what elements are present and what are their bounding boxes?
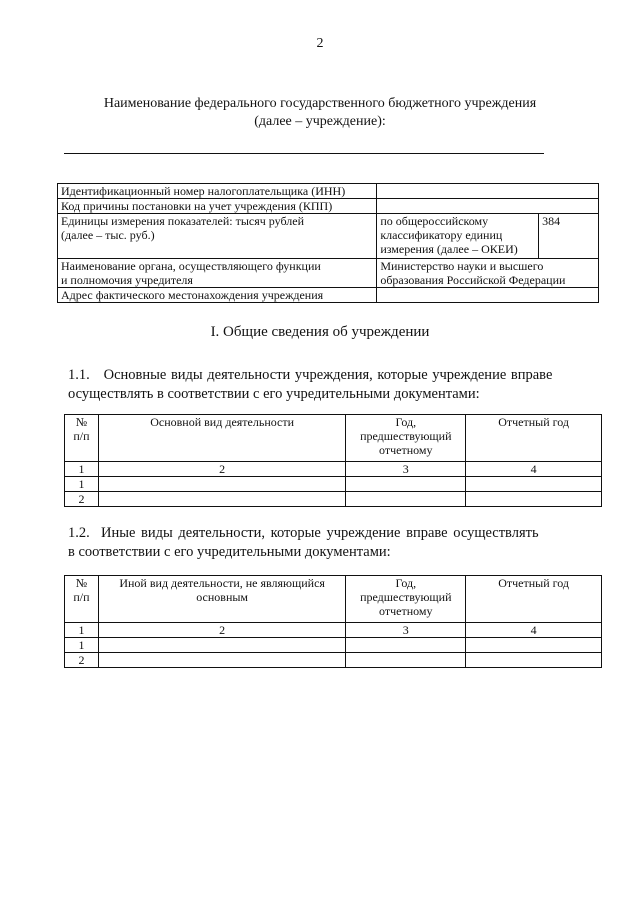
inn-value	[377, 184, 599, 199]
organ-value-line-1: Министерство науки и высшего	[380, 259, 544, 273]
table-cell	[466, 477, 602, 492]
column-number-cell: 1	[65, 462, 99, 477]
table-header-row	[65, 576, 602, 623]
table-cell	[466, 492, 602, 507]
table-cell	[466, 638, 602, 653]
kpp-row	[58, 199, 599, 214]
column-number-cell: 2	[98, 462, 345, 477]
inn-row	[58, 184, 599, 199]
col-activity-header-line-1: Иной вид деятельности, не являющийся	[119, 576, 325, 590]
okei-label	[377, 214, 539, 259]
address-value	[377, 288, 599, 303]
col-number-header-line-1: №	[75, 415, 88, 429]
row-number-cell: 2	[65, 653, 99, 668]
col-prev-year-header-line-3: отчетному	[379, 604, 433, 618]
column-numbers-row	[65, 623, 602, 638]
table-cell	[98, 638, 345, 653]
kpp-value	[377, 199, 599, 214]
section-title: I. Общие сведения об учреждении	[210, 324, 430, 340]
address-row	[58, 288, 599, 303]
paragraph-1-2	[68, 524, 580, 562]
inn-label: Идентификационный номер налогоплательщика (ИНН)	[58, 184, 377, 199]
col-prev-year-header	[346, 415, 466, 462]
title-line-2: (далее – учреждение):	[254, 114, 386, 129]
column-number-cell: 4	[466, 623, 602, 638]
units-label-line-1: Единицы измерения показателей: тысяч рублей	[61, 214, 304, 228]
col-number-header-line-1: №	[75, 576, 88, 590]
organ-label-line-1: Наименование органа, осуществляющего функции	[61, 259, 321, 273]
paragraph-1-1-line-2: осуществлять в соответствии с его учредительными документами:	[68, 386, 480, 402]
table-row	[65, 477, 602, 492]
col-number-header	[65, 576, 99, 623]
units-row	[58, 214, 599, 259]
table-cell	[466, 653, 602, 668]
address-label: Адрес фактического местонахождения учреждения	[58, 288, 377, 303]
column-number-cell: 1	[65, 623, 99, 638]
table-cell	[98, 492, 345, 507]
row-number-cell: 2	[65, 492, 99, 507]
table-cell	[346, 653, 466, 668]
okei-code: 384	[539, 214, 599, 259]
table-row	[65, 492, 602, 507]
table-cell	[98, 477, 345, 492]
table-cell	[98, 653, 345, 668]
col-prev-year-header-line-2: предшествующий	[360, 590, 452, 604]
table-cell	[346, 492, 466, 507]
column-number-cell: 3	[346, 623, 466, 638]
paragraph-1-1	[68, 366, 580, 404]
table-row	[65, 653, 602, 668]
col-prev-year-header-line-3: отчетному	[379, 443, 433, 457]
title-line-1: Наименование федерального государственного бюджетного учреждения	[103, 96, 537, 111]
column-number-cell: 4	[466, 462, 602, 477]
column-numbers-row	[65, 462, 602, 477]
col-report-year-header: Отчетный год	[466, 576, 602, 623]
okei-label-line-1: по общероссийскому	[380, 214, 489, 228]
table-cell	[346, 638, 466, 653]
col-number-header	[65, 415, 99, 462]
col-prev-year-header	[346, 576, 466, 623]
other-activities-table	[64, 575, 602, 668]
col-prev-year-header-line-1: Год,	[395, 415, 417, 429]
okei-label-line-3: измерения (далее – ОКЕИ)	[380, 242, 518, 256]
table-row	[65, 638, 602, 653]
units-label-line-2: (далее – тыс. руб.)	[61, 228, 155, 242]
organ-value	[377, 259, 599, 288]
paragraph-1-2-line-1: 1.2. Иные виды деятельности, которые учреждение вправе осуществлять	[68, 525, 539, 541]
organ-row	[58, 259, 599, 288]
kpp-label: Код причины постановки на учет учреждения (КПП)	[58, 199, 377, 214]
organ-value-line-2: образования Российской Федерации	[380, 273, 566, 287]
okei-label-line-2: классификатору единиц	[380, 228, 503, 242]
paragraph-1-2-line-2: в соответствии с его учредительными документами:	[68, 544, 391, 560]
col-activity-header	[98, 576, 345, 623]
organ-label	[58, 259, 377, 288]
units-label	[58, 214, 377, 259]
col-activity-header: Основной вид деятельности	[98, 415, 345, 462]
document-title	[60, 95, 580, 131]
row-number-cell: 1	[65, 477, 99, 492]
main-activities-table	[64, 414, 602, 507]
table-header-row	[65, 415, 602, 462]
col-number-header-line-2: п/п	[73, 429, 90, 443]
column-number-cell: 3	[346, 462, 466, 477]
column-number-cell: 2	[98, 623, 345, 638]
page-number: 2	[316, 36, 324, 51]
col-prev-year-header-line-2: предшествующий	[360, 429, 452, 443]
institution-info-table	[57, 183, 599, 303]
institution-name-blank-line	[64, 153, 544, 154]
col-prev-year-header-line-1: Год,	[395, 576, 417, 590]
col-number-header-line-2: п/п	[73, 590, 90, 604]
col-report-year-header: Отчетный год	[466, 415, 602, 462]
col-activity-header-line-2: основным	[196, 590, 249, 604]
organ-label-line-2: и полномочия учредителя	[61, 273, 193, 287]
paragraph-1-1-line-1: 1.1. Основные виды деятельности учреждения, которые учреждение вправе	[68, 367, 553, 383]
table-cell	[346, 477, 466, 492]
row-number-cell: 1	[65, 638, 99, 653]
